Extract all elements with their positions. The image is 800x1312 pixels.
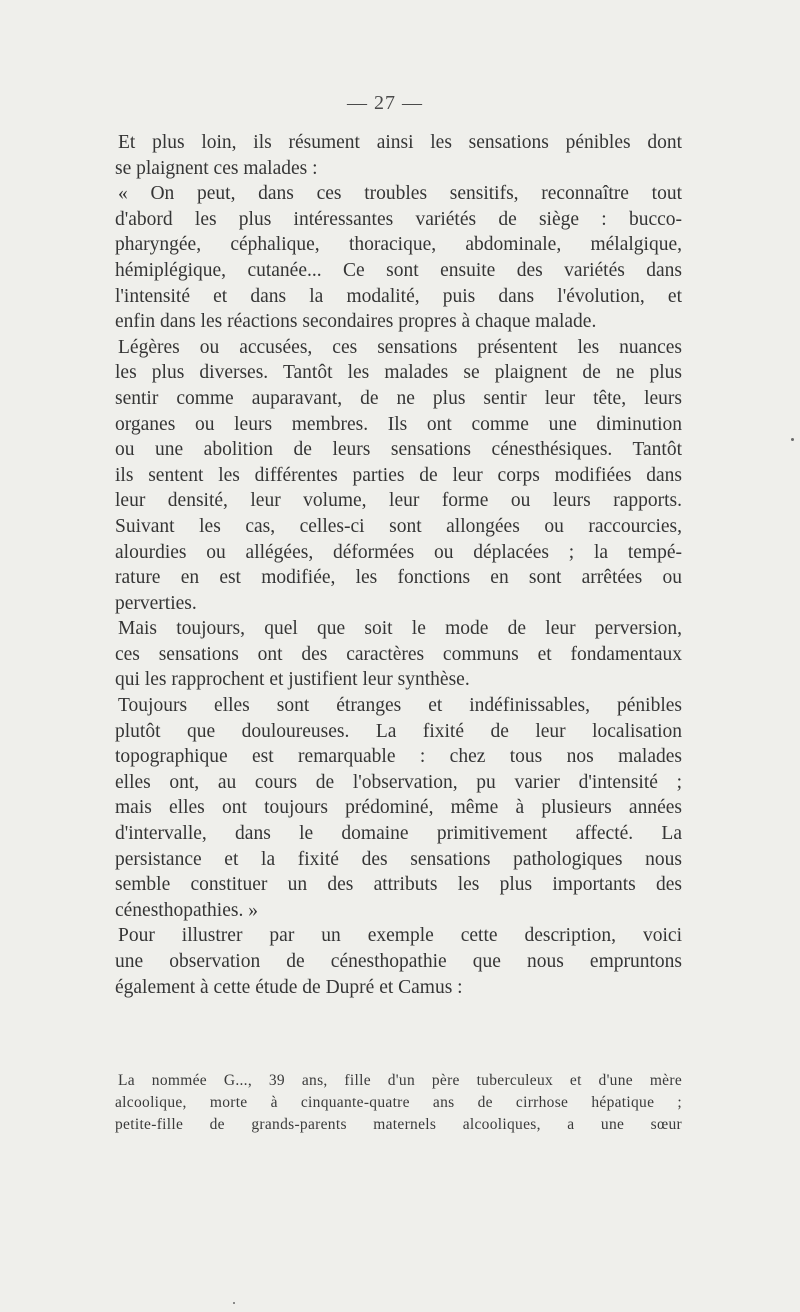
text-line: l'intensité et dans la modalité, puis dans l'évolution, et	[115, 285, 682, 307]
small-text-line: alcoolique, morte à cinquante-quatre ans de cirrhose hépatique ;	[115, 1094, 682, 1111]
text-line: également à cette étude de Dupré et Camus :	[115, 976, 463, 998]
text-line: d'intervalle, dans le domaine primitivement affecté. La	[115, 823, 682, 845]
text-line: pharyngée, céphalique, thoracique, abdominale, mélalgique,	[115, 234, 682, 256]
text-line: enfin dans les réactions secondaires propres à chaque malade.	[115, 311, 597, 333]
text-line: perverties.	[115, 592, 197, 614]
text-line: alourdies ou allégées, déformées ou déplacées ; la tempé-	[115, 541, 682, 563]
text-line: les plus diverses. Tantôt les malades se plaignent de ne plus	[115, 362, 682, 384]
text-line: Et plus loin, ils résument ainsi les sensations pénibles dont	[118, 132, 682, 153]
text-line: Pour illustrer par un exemple cette description, voici	[118, 925, 682, 947]
text-line: elles ont, au cours de l'observation, pu varier d'intensité ;	[115, 771, 682, 793]
text-line: organes ou leurs membres. Ils ont comme une diminution	[115, 413, 682, 435]
text-line: leur densité, leur volume, leur forme ou leurs rapports.	[115, 490, 682, 512]
text-line: topographique est remarquable : chez tous nos malades	[115, 746, 682, 768]
text-line: « On peut, dans ces troubles sensitifs, reconnaître tout	[118, 183, 682, 205]
text-line: rature en est modifiée, les fonctions en sont arrêtées ou	[115, 567, 682, 589]
paper-speck	[233, 1302, 235, 1304]
text-line: cénesthopathies. »	[115, 899, 258, 921]
text-line: mais elles ont toujours prédominé, même à plusieurs années	[115, 797, 682, 819]
text-line: Légères ou accusées, ces sensations présentent les nuances	[118, 336, 682, 358]
text-line: sentir comme auparavant, de ne plus sentir leur tête, leurs	[115, 387, 682, 409]
text-line: persistance et la fixité des sensations pathologiques nous	[115, 848, 682, 870]
text-line: ces sensations ont des caractères communs et fondamentaux	[115, 643, 682, 665]
text-line: d'abord les plus intéressantes variétés de siège : bucco-	[115, 208, 682, 230]
text-line: qui les rapprochent et justifient leur synthèse.	[115, 669, 470, 691]
text-line: Suivant les cas, celles-ci sont allongées ou raccourcies,	[115, 515, 682, 537]
small-text-line: petite-fille de grands-parents maternels alcooliques, a une sœur	[115, 1116, 682, 1133]
page-number: — 27 —	[347, 92, 423, 114]
main-text	[115, 130, 682, 1000]
paper-speck	[791, 438, 794, 441]
text-line: Toujours elles sont étranges et indéfinissables, pénibles	[118, 695, 682, 717]
text-line: plutôt que douloureuses. La fixité de leur localisation	[115, 720, 682, 742]
case-report-text	[115, 1070, 682, 1136]
text-line: ou une abolition de leurs sensations cénesthésiques. Tantôt	[115, 439, 682, 461]
small-text-line: La nommée G..., 39 ans, fille d'un père tuberculeux et d'une mère	[118, 1072, 682, 1089]
text-line: se plaignent ces malades :	[115, 157, 318, 179]
text-line: hémiplégique, cutanée... Ce sont ensuite des variétés dans	[115, 259, 682, 281]
text-line: semble constituer un des attributs les plus importants des	[115, 874, 682, 896]
text-line: Mais toujours, quel que soit le mode de leur perversion,	[118, 618, 682, 640]
text-line: une observation de cénesthopathie que nous empruntons	[115, 951, 682, 972]
text-line: ils sentent les différentes parties de leur corps modifiées dans	[115, 464, 682, 486]
